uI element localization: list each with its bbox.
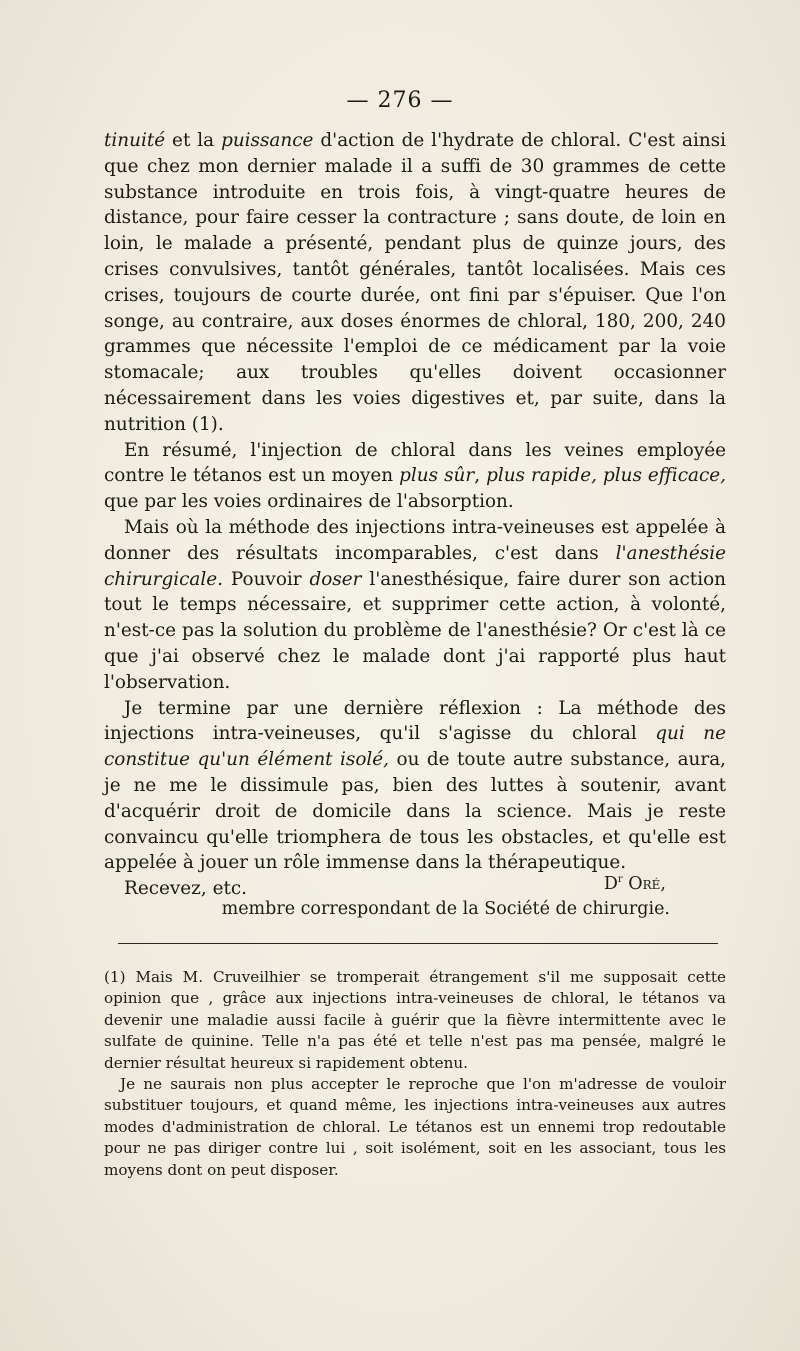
- author-surname: Oré,: [628, 874, 666, 894]
- author-name: [104, 872, 726, 900]
- main-text: [104, 128, 726, 902]
- italic-segment: plus sûr: [399, 465, 475, 487]
- paragraph: [104, 128, 726, 438]
- footnote: (1) Mais M. Cruveilhier se tromperait étrangement s'il me supposait cette opinion que , grâce aux injections intra-veineuses de chloral, le tétanos va devenir une maladie aussi facile à guérir que la fièvre intermittente avec le sulfate de quinine. Telle n'a pas été et telle n'est pas ma pensée, malgré le dernier résultat heureux si rapidement obtenu.: [104, 968, 726, 1072]
- paragraph: [104, 438, 726, 515]
- author-prefix: D: [603, 874, 618, 894]
- italic-segment: doser: [309, 568, 362, 590]
- paragraph: [104, 515, 726, 696]
- text-segment: d'action de l'hydrate de chloral. C'est ainsi que chez mon dernier malade il a suffi de 30 grammes de cette substance introduite en trois fois, à vingt-quatre heures de distance, pour faire cesser la contracture ; sans doute, de loin en loin, le malade a présenté, pendant plus de quinze jours, des crises convulsives, tantôt générales, tantôt localisées. Mais ces crises, toujours de courte durée, ont fini par s'épuiser. Que l'on songe, au contraire, aux doses énormes de chloral, 180, 200, 240 grammes que nécessite l'emploi de ce médicament par la voie stomacale; aux troubles qu'elles doivent occasionner nécessairement dans les voies digestives et, par suite, dans la nutrition (1).: [104, 130, 726, 435]
- text-segment: ou de toute autre substance, aura, je ne me le dissimule pas, bien des luttes à soutenir, avant d'acquérir droit de domicile dans la science. Mais je reste convaincu qu'elle triomphera de tous les obstacles, et qu'elle est appelée à jouer un rôle immense dans la thérapeutique.: [104, 749, 727, 874]
- text-segment: Recevez, etc.: [124, 878, 247, 900]
- footnote-divider: [118, 943, 718, 944]
- author-prefix-sup: r: [617, 874, 623, 886]
- footnote: Je ne saurais non plus accepter le reproche que l'on m'adresse de vouloir substituer toujours, et quand même, les injections intra-veineuses aux autres modes d'administration de chloral. Le tétanos est un ennemi trop redoutable pour ne pas diriger contre lui , soit isolément, soit en les associant, tous les moyens dont on peut disposer.: [104, 1075, 726, 1179]
- footnotes: [104, 967, 726, 1181]
- text-segment: Je termine par une dernière réflexion : La méthode des injections intra-veineuses, qu'il s'agisse du chloral: [104, 697, 726, 745]
- paragraph: [104, 696, 726, 877]
- text-segment: Mais où la méthode des injections intra-veineuses est appelée à donner des résultats incomparables, c'est dans: [104, 516, 726, 564]
- text-segment: que par les voies ordinaires de l'absorption.: [104, 491, 514, 513]
- text-segment: et la: [165, 130, 222, 151]
- text-segment: En résumé, l'injection de chloral dans les veines employée contre le tétanos est un moyen: [104, 439, 726, 487]
- text-segment: Pouvoir: [222, 568, 310, 590]
- author-title: membre correspondant de la Société de chirurgie.: [221, 899, 670, 919]
- text-segment: ,: [474, 465, 487, 487]
- text-segment: l'anesthésique, faire durer son action tout le temps nécessaire, et supprimer cette action, à volonté, n'est-ce pas la solution du problème de l'anesthésie? Or c'est là ce que j'ai observé chez le malade dont j'ai rapporté plus haut l'observation.: [104, 568, 726, 693]
- page-number: — 276 —: [346, 88, 454, 113]
- italic-segment: plus rapide, plus efficace,: [486, 465, 726, 487]
- signature-block: [104, 872, 726, 922]
- italic-segment: qui ne constitue qu'un élément isolé,: [104, 723, 726, 771]
- italic-segment: puissance: [221, 130, 314, 151]
- italic-segment: l'anesthésie chirurgicale.: [104, 542, 726, 590]
- italic-segment: tinuité: [104, 130, 166, 151]
